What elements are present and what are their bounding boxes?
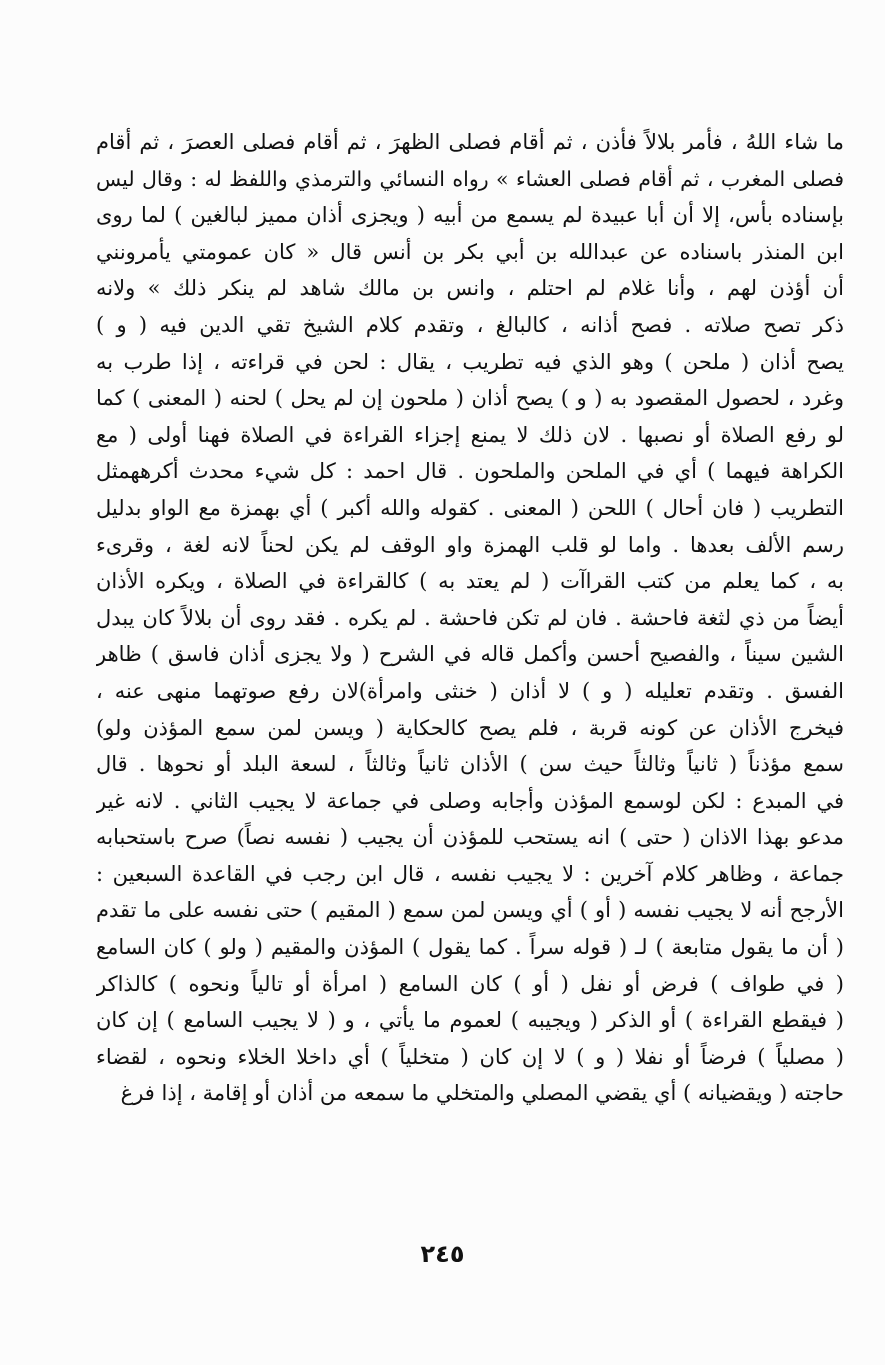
text-line: ( في طواف ) فرض أو نفل ( أو ) كان السامع ( امرأة أو تالياً ونحوه ) كالذاكر [96,971,844,996]
text-line: بإسناده بأس، إلا أن أبا عبيدة لم يسمع من أبيه ( ويجزى أذان مميز لبالغين ) لما روى [96,203,844,228]
text-line: أن أؤذن لهم ، وأنا غلام لم احتلم ، وانس بن مالك شاهد لم ينكر ذلك » ولانه [96,276,844,301]
text-line: الكراهة فيهما ) أي في الملحن والملحون . قال احمد : كل شيء محدث أكرههمثل [96,459,844,484]
text-line: ( فيقطع القراءة ) أو الذكر ( ويجيبه ) لعموم ما يأتي ، و ( لا يجيب السامع ) إن كان [96,1008,844,1033]
text-line: فيخرج الأذان عن كونه قربة ، فلم يصح كالحكاية ( ويسن لمن سمع المؤذن ولو) [96,715,844,740]
text-line: رسم الألف بعدها . واما لو قلب الهمزة واو الوقف لم يكن لحناً لانه لغة ، وقرىء [96,532,844,557]
text-line: به ، كما يعلم من كتب القراآت ( لم يعتد به ) كالقراءة في الصلاة ، ويكره الأذان [96,569,844,594]
page-number: ٢٤٥ [420,1240,465,1268]
text-line: حاجته ( ويقضيانه ) أي يقضي المصلي والمتخلي ما سمعه من أذان أو إقامة ، إذا فرغ [120,1081,844,1106]
text-line: التطريب ( فان أحال ) اللحن ( المعنى . كقوله والله أكبر ) أي بهمزة مع الواو بدليل [96,495,844,520]
text-line: ابن المنذر باسناده عن عبدالله بن أبي بكر بن أنس قال « كان عمومتي يأمرونني [96,239,844,264]
text-line: الشين سيناً ، والفصيح أحسن وأكمل قاله في الشرح ( ولا يجزى أذان فاسق ) ظاهر [96,642,844,667]
text-line: مدعو بهذا الاذان ( حتى ) انه يستحب للمؤذن أن يجيب ( نفسه نصاً) صرح باستحبابه [96,825,844,850]
page-body-text [96,124,844,1112]
text-line: وغرد ، لحصول المقصود به ( و ) يصح أذان ( ملحون إن لم يحل ) لحنه ( المعنى ) كما [96,386,844,411]
text-line: في المبدع : لكن لوسمع المؤذن وأجابه وصلى في جماعة لا يجيب الثاني . لانه غير [96,788,844,813]
text-line: سمع مؤذناً ( ثانياً وثالثاً حيث سن ) الأذان ثانياً وثالثاً ، لسعة البلد أو نحوها . قال [96,752,844,777]
text-line: ما شاء اللهُ ، فأمر بلالاً فأذن ، ثم أقام فصلى الظهرَ ، ثم أقام فصلى العصرَ ، ثم أقام [96,130,844,154]
text-line: ( أن ما يقول متابعة ) لـ ( قوله سراً . كما يقول ) المؤذن والمقيم ( ولو ) كان السامع [96,935,844,960]
text-line: أيضاً من ذي لثغة فاحشة . فان لم تكن فاحشة . لم يكره . فقد روى أن بلالاً كان يبدل [96,605,844,630]
text-line: ( مصلياً ) فرضاً أو نفلا ( و ) لا إن كان ( متخلياً ) أي داخلا الخلاء ونحوه ، لقضاء [96,1044,844,1069]
text-line: فصلى المغرب ، ثم أقام فصلى العشاء » رواه النسائي والترمذي واللفظ له : وقال ليس [96,166,844,191]
text-line: ذكر تصح صلاته . فصح أذانه ، كالبالغ ، وتقدم كلام الشيخ تقي الدين فيه ( و ) [96,312,844,337]
text-line: الأرجح أنه لا يجيب نفسه ( أو ) أي ويسن لمن سمع ( المقيم ) حتى نفسه على ما تقدم [96,898,844,923]
text-line: الفسق . وتقدم تعليله ( و ) لا أذان ( خنثى وامرأة)لان رفع صوتهما منهى عنه ، [96,678,844,703]
text-line: جماعة ، وظاهر كلام آخرين : لا يجيب نفسه ، قال ابن رجب في القاعدة السبعين : [96,861,844,886]
text-line: يصح أذان ( ملحن ) وهو الذي فيه تطريب ، يقال : لحن في قراءته ، إذا طرب به [96,349,844,374]
text-line: لو رفع الصلاة أو نصبها . لان ذلك لا يمنع إجزاء القراءة في الصلاة فهنا أولى ( مع [96,422,844,447]
